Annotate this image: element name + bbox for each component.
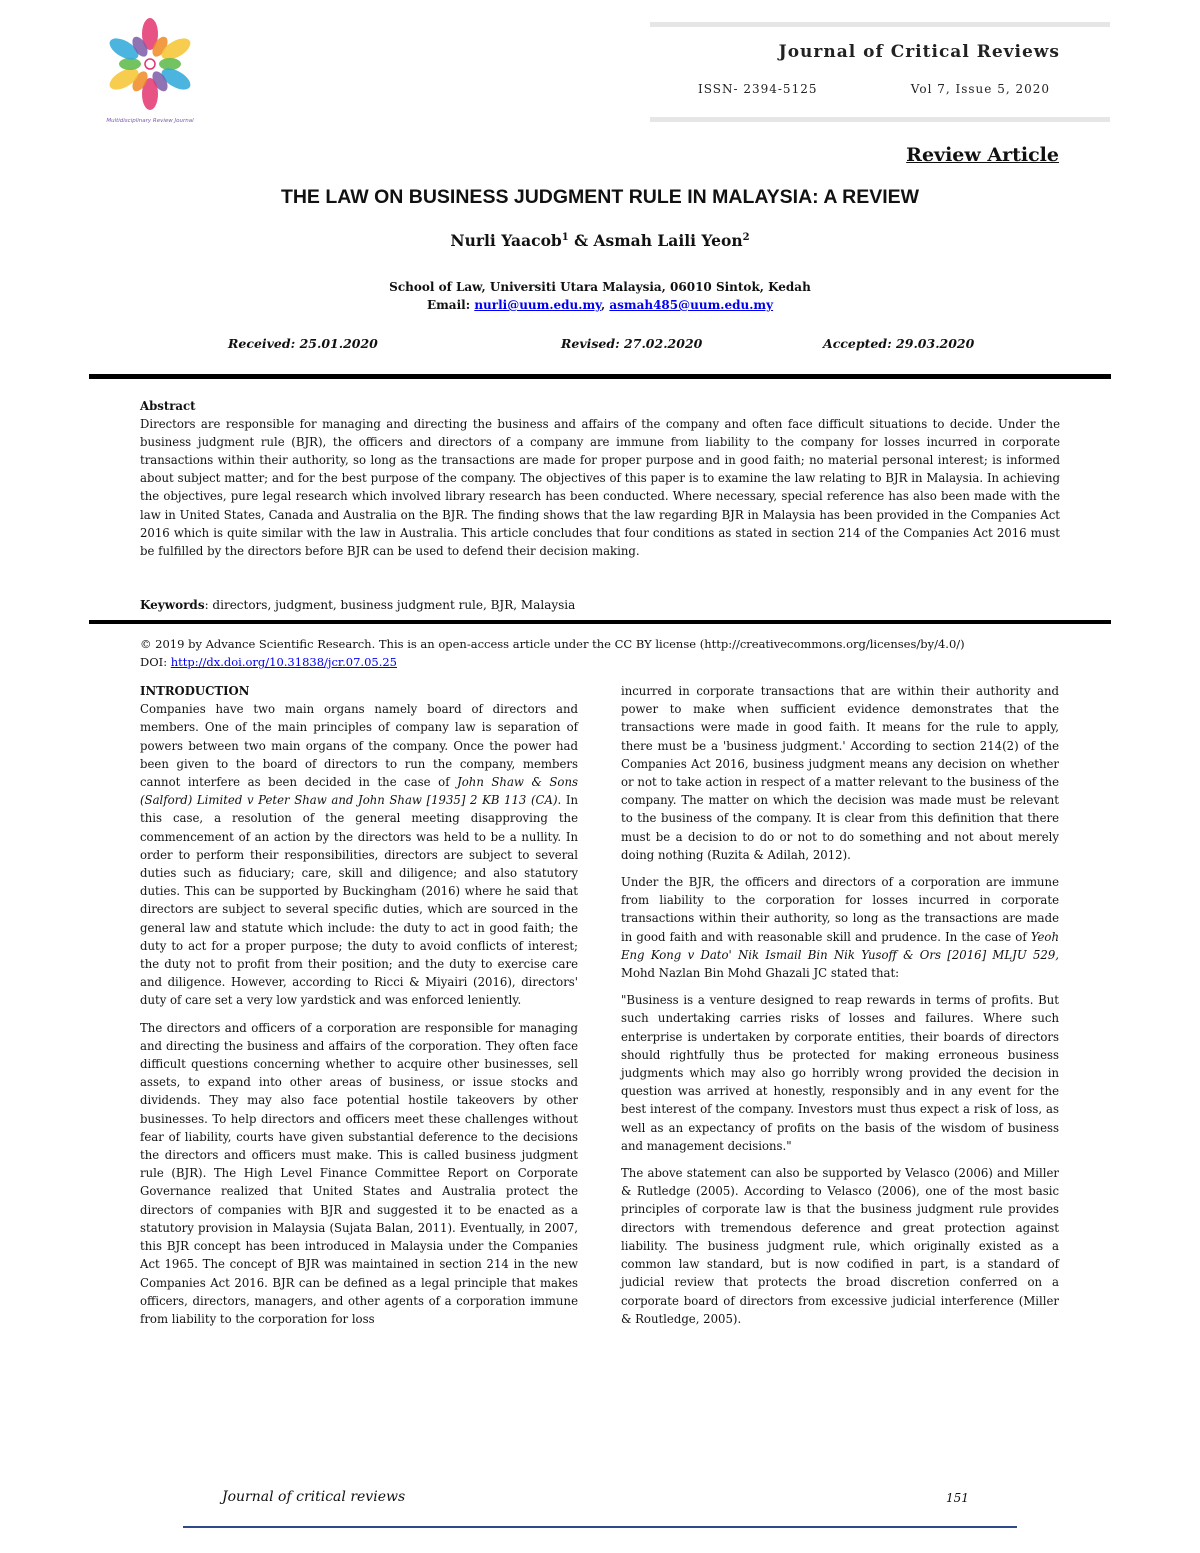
license-text: © 2019 by Advance Scientific Research. This is an open-access article under the CC BY license (http://creativecommons.org/licenses/by/4.0/) — [140, 637, 965, 651]
authors — [0, 231, 1200, 250]
license-block — [140, 635, 1060, 671]
quotation: "Business is a venture designed to reap rewards in terms of profits. But such undertaking carries risks of losses and failures. Where such enterprise is undertaken by corporate entities, their boards of directors should rightfully thus be protected for making erroneous business judgments which may also go horribly wrong provided the decision in question was arrived at honestly, responsibly and in any event for the best interest of the company. Investors must thus expect a risk of loss, as well as an expectancy of profits on the basis of the wisdom of business and management decisions." — [621, 993, 1059, 1153]
email-label: Email: — [426, 298, 471, 312]
header-bottom-bar — [650, 117, 1110, 122]
email-link-1[interactable]: nurli@uum.edu.my — [474, 298, 601, 312]
left-column — [140, 682, 578, 1337]
paragraph: incurred in corporate transactions that are within their authority and power to make when sufficient evidence demonstrates that the transactions were made in good faith. It means for the rule to apply, there must be a 'business judgment.' According to section 214(2) of the Companies Act 2016, business judgment means any decision on whether or not to take action in respect of a matter relevant to the business of the company. The matter on which the decision was made must be relevant to the business of the company. It is clear from this definition that there must be a decision to do or not to do something and not about merely doing nothing (Ruzita & Adilah, 2012). — [621, 684, 1059, 862]
keywords-label: Keywords — [140, 598, 205, 612]
paragraph-text: Under the BJR, the officers and directors of a corporation are immune from liability to the corporation for losses incurred in corporate transactions within their authority, so long as the transactions are made in good faith and with reasonable skill and prudence. In the case of — [621, 875, 1059, 944]
school: School of Law, Universiti Utara Malaysia, 06010 Sintok, Kedah — [389, 280, 811, 294]
abstract-heading: Abstract — [140, 399, 196, 413]
author-connector: & — [568, 231, 594, 250]
paragraph-text: . In this case, a resolution of the general meeting disapproving the commencement of an action by the directors was held to be a nullity. In order to perform their responsibilities, directors are subject to several duties such as fiduciary; care, skill and diligence; and also statutory duties. This can be supported by Buckingham (2016) where he said that directors are subject to several specific duties, which are sourced in the general law and statute which include: the duty to act in good faith; the duty to act for a proper purpose; the duty to avoid conflicts of interest; the duty not to profit from their position; and the duty to exercise care and diligence. However, according to Ricci & Miyairi (2016), directors' duty of care set a very low yardstick and was enforced leniently. — [140, 793, 579, 1008]
doi-line — [140, 653, 1060, 671]
abstract — [140, 397, 1060, 560]
paragraph-text: Companies have two main organs namely board of directors and members. One of the main principles of company law is separation of powers between two main organs of the company. Once the power had been given to the board of directors to run the company, members cannot interfere as been decided in the case of — [140, 702, 578, 790]
paragraph — [621, 873, 1059, 982]
page-number: 151 — [946, 1491, 969, 1505]
author-2-affiliation-mark: 2 — [742, 231, 750, 243]
keywords-text: : directors, judgment, business judgment rule, BJR, Malaysia — [204, 598, 576, 612]
journal-logo — [80, 14, 220, 129]
case-citation: Yeoh Eng Kong v Dato' Nik Ismail Bin Nik Yusoff & Ors [2016] MLJU 529, — [621, 929, 1059, 962]
author-1-affiliation-mark: 1 — [561, 231, 569, 243]
section-heading-introduction: INTRODUCTION — [140, 684, 250, 698]
doi-link[interactable]: http://dx.doi.org/10.31838/jcr.07.05.25 — [170, 655, 398, 669]
header-top-bar — [650, 22, 1110, 27]
footer-journal-name: Journal of critical reviews — [222, 1489, 406, 1505]
paper-title: THE LAW ON BUSINESS JUDGMENT RULE IN MALAYSIA: A REVIEW — [280, 186, 920, 208]
divider-bottom — [89, 620, 1111, 624]
logo-petal — [159, 58, 181, 70]
logo-caption: Multidisciplinary Review Journal — [106, 118, 194, 124]
article-type: Review Article — [906, 144, 1059, 166]
affiliation — [0, 278, 1200, 314]
journal-header — [650, 22, 1110, 122]
doi-label: DOI: — [140, 655, 171, 669]
accepted-date: Accepted: 29.03.2020 — [823, 336, 975, 351]
case-citation: John Shaw & Sons (Salford) Limited v Peter Shaw and John Shaw [1935] 2 KB 113 (CA) — [140, 775, 578, 808]
email-link-2[interactable]: asmah485@uum.edu.my — [609, 298, 774, 312]
issn: ISSN- 2394-5125 — [698, 82, 818, 96]
email-line — [0, 296, 1200, 314]
footer-rule — [183, 1526, 1017, 1528]
journal-title: Journal of Critical Reviews — [778, 42, 1060, 62]
keywords — [140, 598, 1060, 612]
volume-issue: Vol 7, Issue 5, 2020 — [910, 82, 1050, 96]
logo-petal — [119, 58, 141, 70]
divider-top — [89, 374, 1111, 379]
paragraph: The above statement can also be supported by Velasco (2006) and Miller & Rutledge (2005). According to Velasco (2006), one of the most basic principles of corporate law is that the business judgment rule provides directors with tremendous deference and great protection against liability. The business judgment rule, which originally existed as a common law standard, but is now codified in part, is a standard of judicial review that protects the broad discretion conferred on a corporate board of directors from excessive judicial interference (Miller & Routledge, 2005). — [621, 1166, 1059, 1326]
author-2: Asmah Laili Yeon — [593, 231, 743, 250]
paragraph — [140, 700, 578, 1009]
author-1: Nurli Yaacob — [450, 231, 562, 250]
right-column — [621, 682, 1059, 1337]
flower-logo-icon — [102, 14, 198, 114]
abstract-text: Directors are responsible for managing and directing the business and affairs of the company and often face difficult situations to decide. Under the business judgment rule (BJR), the officers and directors of a company are immune from liability to the company for losses incurred in corporate transactions within their authority, so long as the transactions are made for proper purpose and in good faith; no material personal interest; is informed about subject matter; and for the best purpose of the company. The objectives of this paper is to examine the law relating to BJR in Malaysia. In achieving the objectives, pure legal research which involved library research has been conducted. Where necessary, special reference has also been made with the law in United States, Canada and Australia on the BJR. The finding shows that the law regarding BJR in Malaysia has been provided in the Companies Act 2016 which is quite similar with the law in Australia. This article concludes that four conditions as stated in section 214 of the Companies Act 2016 must be fulfilled by the directors before BJR can be used to defend their decision making. — [140, 417, 1060, 558]
paragraph-text: Mohd Nazlan Bin Mohd Ghazali JC stated that: — [621, 966, 900, 981]
received-date: Received: 25.01.2020 — [228, 336, 378, 351]
email-separator: , — [600, 298, 610, 312]
paragraph: The directors and officers of a corporation are responsible for managing and directing the business and affairs of the corporation. They often face difficult questions concerning whether to acquire other businesses, sell assets, to expand into other areas of business, or issue stocks and dividends. They may also face potential hostile takeovers by other businesses. To help directors and officers meet these challenges without fear of liability, courts have given substantial deference to the decisions the directors and officers must make. This is called business judgment rule (BJR). The High Level Finance Committee Report on Corporate Governance realized that United States and Australia protect the directors of companies with BJR and suggested it to be enacted as a statutory provision in Malaysia (Sujata Balan, 2011). Eventually, in 2007, this BJR concept has been introduced in Malaysia under the Companies Act 1965. The concept of BJR was maintained in section 214 in the new Companies Act 2016. BJR can be defined as a legal principle that makes officers, directors, managers, and other agents of a corporation immune from liability to the corporation for loss — [140, 1020, 578, 1326]
revised-date: Revised: 27.02.2020 — [561, 336, 703, 351]
